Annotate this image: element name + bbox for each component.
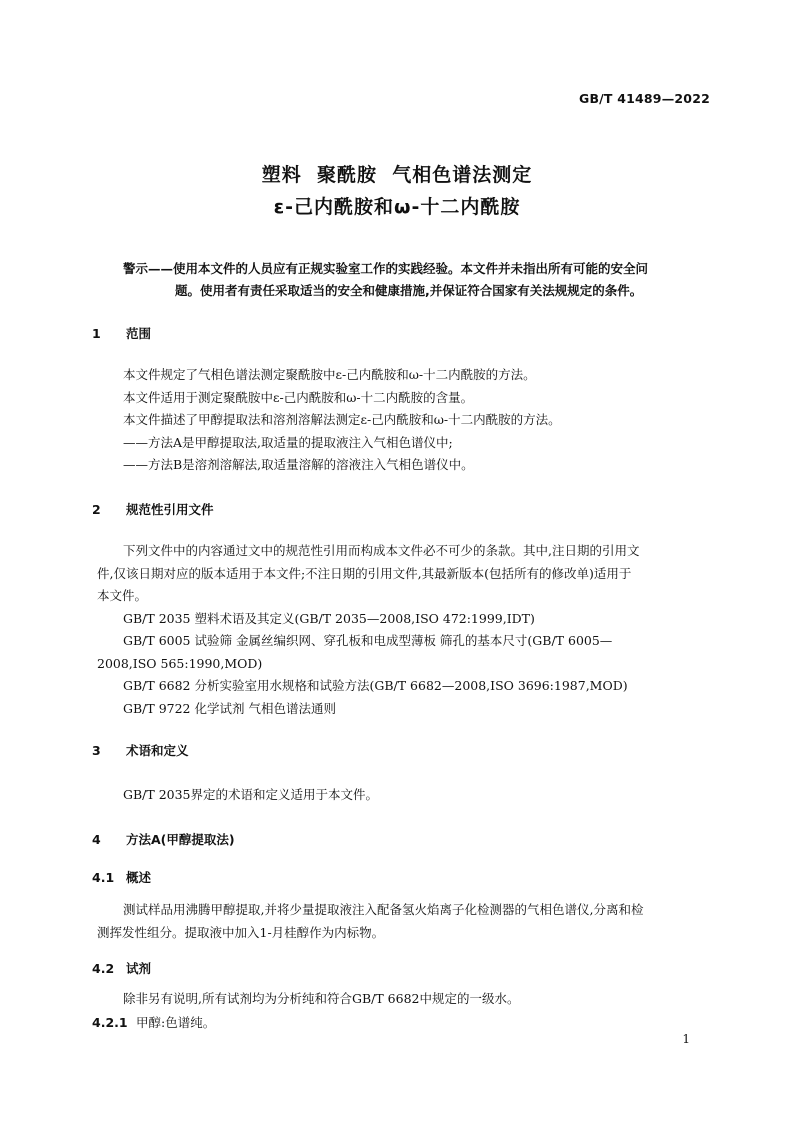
paragraph-line: 测试样品用沸腾甲醇提取,并将少量提取液注入配备氢火焰离子化检测器的气相色谱仪,分离和检 [123,902,644,917]
item-text: 甲醇:色谱纯。 [136,1015,216,1030]
section-2-heading [92,500,214,518]
paragraph-line: 下列文件中的内容通过文中的规范性引用而构成本文件必不可少的条款。其中,注日期的引用文 [123,543,640,558]
reference-gbt-2035: GB/T 2035 塑料术语及其定义(GB/T 2035—2008,ISO 472:1999,IDT) [123,610,535,626]
section-4-heading [92,830,235,848]
document-title-line2: ε-己内酰胺和ω-十二内酰胺 [273,196,521,218]
reference-gbt-6005: GB/T 6005 试验筛 金属丝编织网、穿孔板和电成型薄板 筛孔的基本尺寸(GB/T 6005— [123,633,613,648]
list-item: ——方法B是溶剂溶解法,取适量溶解的溶液注入气相色谱仪中。 [123,457,474,472]
paragraph-line: 件,仅该日期对应的版本适用于本文件;不注日期的引用文件,其最新版本(包括所有的修改单)适用于 [97,565,632,581]
reference-gbt-6005-cont: 2008,ISO 565:1990,MOD) [97,655,263,671]
subsection-4-2-heading [92,959,151,977]
reference-gbt-9722: GB/T 9722 化学试剂 气相色谱法通则 [123,700,336,716]
section-1-body [97,364,710,477]
section-3-heading [92,741,189,759]
paragraph: 本文件规定了气相色谱法测定聚酰胺中ε-己内酰胺和ω-十二内酰胺的方法。 [123,367,536,382]
subsection-4-1-heading [92,868,151,886]
paragraph-line: 本文件。 [97,588,148,603]
section-title: 术语和定义 [126,743,189,758]
section-number: 4 [92,832,101,847]
section-title: 概述 [126,870,152,885]
page-number: 1 [682,1032,690,1046]
section-3-body [97,784,710,807]
section-number: 4.2 [92,961,115,976]
paragraph: 本文件适用于测定聚酰胺中ε-己内酰胺和ω-十二内酰胺的含量。 [123,389,474,405]
section-number: 2 [92,502,101,517]
section-title: 规范性引用文件 [126,502,214,517]
safety-warning [123,258,719,302]
section-1-heading [92,324,151,342]
reference-gbt-6682: GB/T 6682 分析实验室用水规格和试验方法(GB/T 6682—2008,ISO 3696:1987,MOD) [123,678,628,693]
document-title-line1: 塑料 聚酰胺 气相色谱法测定 [261,164,533,186]
list-item: ——方法A是甲醇提取法,取适量的提取液注入气相色谱仪中; [123,434,453,450]
paragraph: 本文件描述了甲醇提取法和溶剂溶解法测定ε-己内酰胺和ω-十二内酰胺的方法。 [123,412,561,427]
warning-line1: 警示——使用本文件的人员应有正规实验室工作的实践经验。本文件并未指出所有可能的安全问 [123,261,649,276]
paragraph: GB/T 2035界定的术语和定义适用于本文件。 [123,787,379,802]
paragraph-line: 测挥发性组分。提取液中加入1-月桂醇作为内标物。 [97,924,385,940]
standard-number: GB/T 41489—2022 [578,91,710,106]
section-title: 方法A(甲醇提取法) [126,832,235,847]
section-number: 1 [92,326,101,341]
section-number: 4.2.1 [92,1015,128,1030]
subsection-4-2-1 [92,1013,215,1031]
subsection-4-1-body [97,899,710,944]
section-title: 试剂 [126,961,152,976]
section-title: 范围 [126,326,152,341]
subsection-4-2-body [97,988,710,1011]
paragraph: 除非另有说明,所有试剂均为分析纯和符合GB/T 6682中规定的一级水。 [123,991,520,1006]
section-number: 3 [92,743,101,758]
section-2-body [97,540,710,720]
warning-line2: 题。使用者有责任采取适当的安全和健康措施,并保证符合国家有关法规规定的条件。 [175,283,643,298]
section-number: 4.1 [92,870,115,885]
